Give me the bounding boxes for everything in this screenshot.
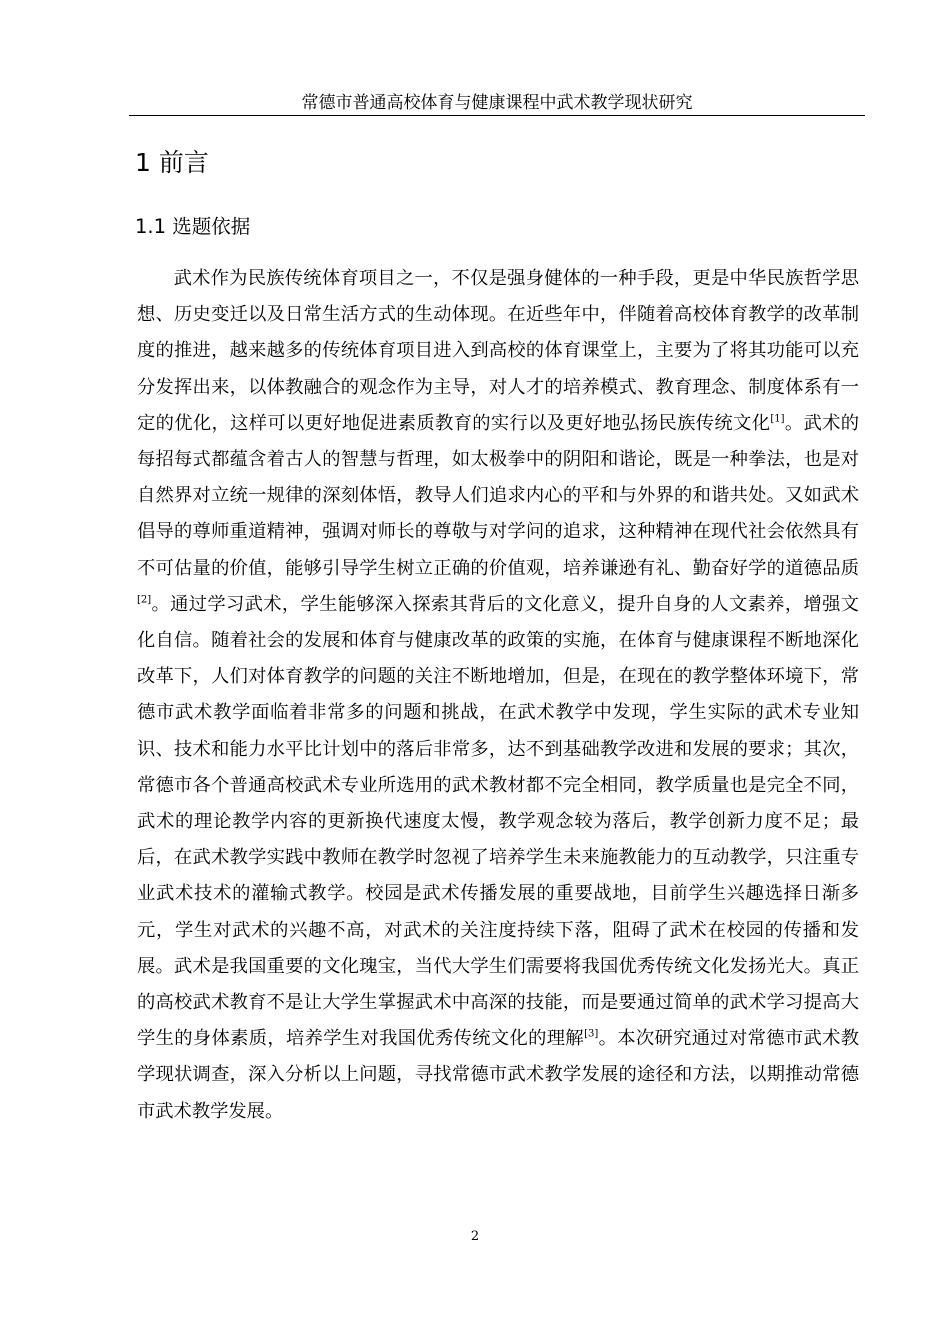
citation-ref-2[interactable]: [2] [137, 594, 152, 606]
body-text-segment: 。通过学习武术，学生能够深入探索其背后的文化意义，提升自身的人文素养，增强文化自信。随着社会的发展和体育与健康改革的政策的实施，在体育与健康课程不断地深化改革下，人们对体育教学的问题的关注不断地增加，但是，在现在的教学整体环境下，常德市武术教学面临着非常多的问题和挑战，在武术教学中发现，学生实际的武术专业知识、技术和能力水平比计划中的落后非常多，达不到基础教学改进和发展的要求；其次，常德市各个普通高校武术专业所选用的武术教材都不完全相同，教学质量也是完全不同，武术的理论教学内容的更新换代速度太慢，教学观念较为落后，教学创新力度不足；最后，在武术教学实践中教师在教学时忽视了培养学生未来施教能力的互动教学，只注重专业武术技术的灌输式教学。校园是武术传播发展的重要战地，目前学生兴趣选择日渐多元，学生对武术的兴趣不高，对武术的关注度持续下落，阻碍了武术在校园的传播和发展。武术是我国重要的文化瑰宝，当代大学生们需要将我国优秀传统文化发扬光大。真正的高校武术教育不是让大学生掌握武术中高深的技能，而是要通过简单的武术学习提高大学生的身体素质，培养学生对我国优秀传统文化的理解 [137, 593, 859, 1050]
body-text-segment: 。武术的每招每式都蕴含着古人的智慧与哲理，如太极拳中的阴阳和谐论，既是一种拳法，也是对自然界对立统一规律的深刻体悟，教导人们追求内心的平和与外界的和谐共处。又如武术倡导的尊师重道精神，强调对师长的尊敬与对学问的追求，这种精神在现代社会依然具有不可估量的价值，能够引导学生树立正确的价值观，培养谦逊有礼、勤奋好学的道德品质 [137, 412, 860, 579]
body-text-segment: 。本次研究通过对常德市武术教学现状调查，深入分析以上问题，寻找常德市武术教学发展的途径和方法，以期推动常德市武术教学发展。 [137, 1028, 860, 1122]
citation-ref-3[interactable]: [3] [584, 1028, 599, 1040]
running-header: 常德市普通高校体育与健康课程中武术教学现状研究 [301, 93, 693, 113]
section-heading: 1 前言 [135, 148, 209, 177]
header-rule [129, 115, 865, 116]
body-paragraph [137, 261, 859, 1130]
body-text-segment: 武术作为民族传统体育项目之一，不仅是强身健体的一种手段，更是中华民族哲学思想、历史变迁以及日常生活方式的生动体现。在近些年中，伴随着高校体育教学的改革制度的推进，越来越多的传统体育项目进入到高校的体育课堂上，主要为了将其功能可以充分发挥出来，以体教融合的观念作为主导，对人才的培养模式、教育理念、制度体系有一定的优化，这样可以更好地促进素质教育的实行以及更好地弘扬民族传统文化 [137, 268, 859, 434]
page-number: 2 [470, 1229, 480, 1244]
citation-ref-1[interactable]: [1] [770, 413, 785, 425]
subsection-heading: 1.1 选题依据 [135, 215, 251, 238]
